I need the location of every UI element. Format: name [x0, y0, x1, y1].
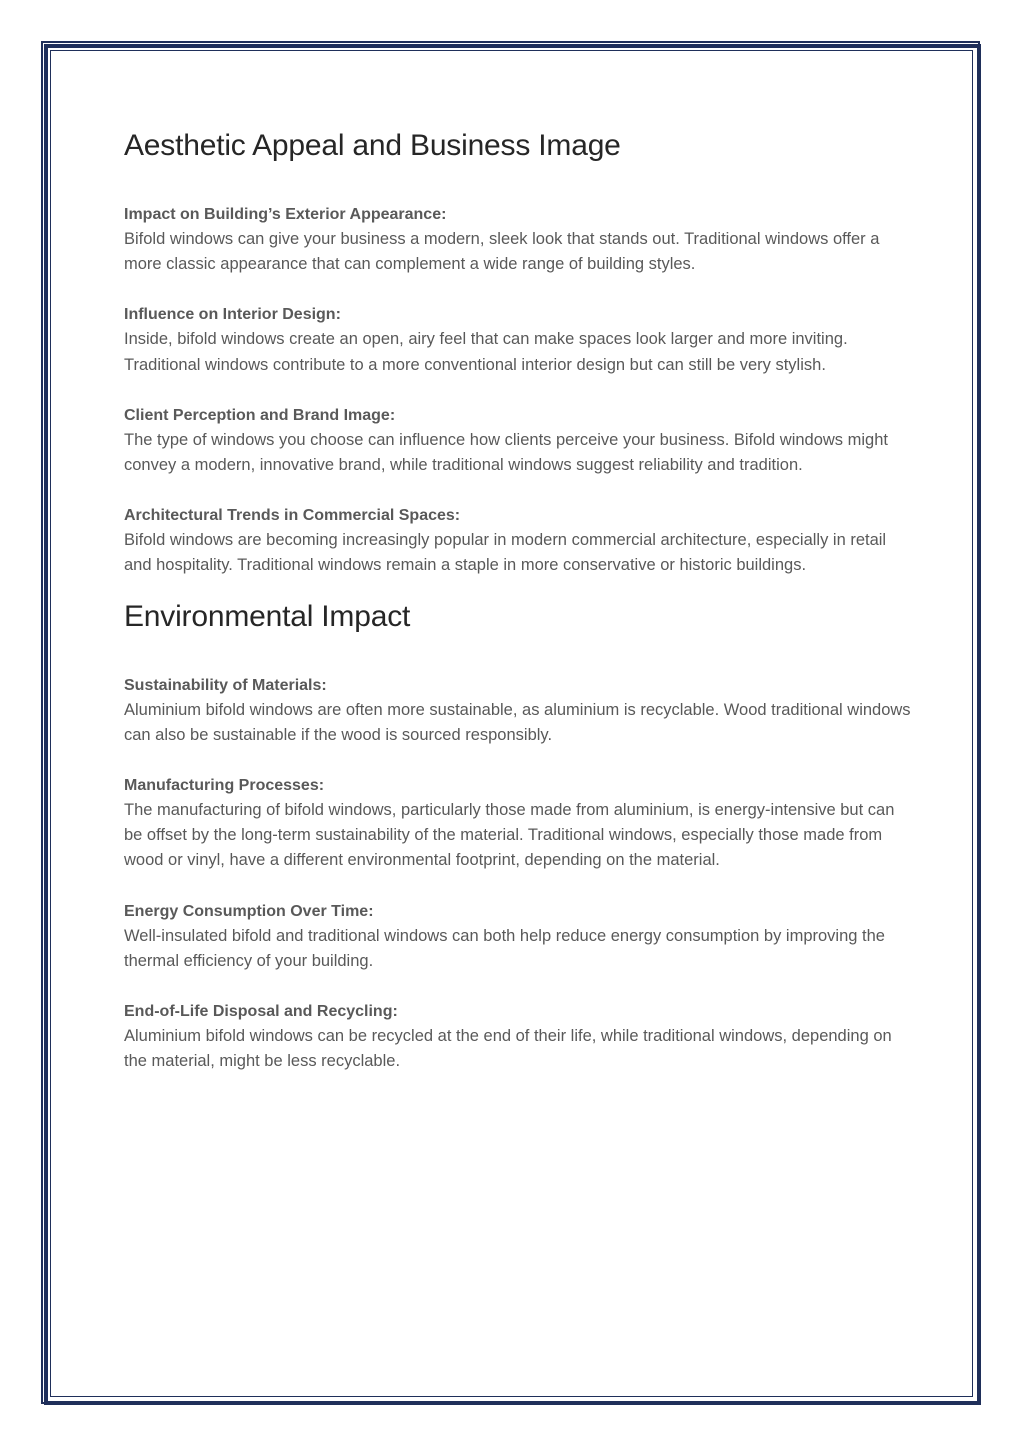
section-heading: Aesthetic Appeal and Business Image — [124, 129, 621, 162]
subsection-body: Well-insulated bifold and traditional windows can both help reduce energy consumption by improving the thermal efficiency of your building. — [124, 926, 885, 970]
document-content — [124, 120, 914, 1099]
subsection-end-of-life — [124, 999, 914, 1074]
section-aesthetic-appeal — [124, 126, 914, 579]
subsection-interior-design — [124, 302, 914, 377]
subsection-sustainability — [124, 673, 914, 748]
subsection-body: Aluminium bifold windows are often more sustainable, as aluminium is recyclable. Wood traditional windows can also be sustainable if the wood is sourced responsibly. — [124, 700, 911, 744]
subsection-client-perception — [124, 403, 914, 478]
subsection-title: Energy Consumption Over Time: — [124, 902, 374, 920]
subsection-title: Manufacturing Processes: — [124, 777, 325, 795]
subsection-body: The manufacturing of bifold windows, particularly those made from aluminium, is energy-intensive but can be offset by the long-term sustainability of the material. Traditional windows, especially those made from wood or vinyl, have a different environmental footprint, depending on the material. — [124, 801, 895, 870]
subsection-energy-consumption — [124, 899, 914, 974]
subsection-title: Architectural Trends in Commercial Spaces: — [124, 507, 461, 525]
subsection-body: Inside, bifold windows create an open, airy feel that can make spaces look larger and more inviting. Traditional windows contribute to a more conventional interior design but can still be very stylish. — [124, 330, 848, 374]
subsection-title: Influence on Interior Design: — [124, 306, 341, 324]
subsection-title: Impact on Building’s Exterior Appearance: — [124, 206, 447, 223]
section-heading: Environmental Impact — [124, 599, 411, 633]
subsection-exterior-appearance — [124, 202, 914, 277]
section-environmental-impact — [124, 597, 914, 1075]
subsection-manufacturing — [124, 773, 914, 874]
subsection-body: Aluminium bifold windows can be recycled at the end of their life, while traditional windows, depending on the material, might be less recyclable. — [124, 1027, 892, 1071]
subsection-title: Client Perception and Brand Image: — [124, 406, 396, 424]
subsection-architectural-trends — [124, 503, 914, 578]
subsection-body: The type of windows you choose can influence how clients perceive your business. Bifold windows might convey a modern, innovative brand, while traditional windows suggest reliability and tradition. — [124, 430, 888, 475]
subsection-body: Bifold windows can give your business a modern, sleek look that stands out. Traditional windows offer a more classic appearance that can complement a wide range of building styles. — [124, 230, 880, 274]
subsection-title: Sustainability of Materials: — [124, 676, 327, 694]
subsection-body: Bifold windows are becoming increasingly popular in modern commercial architecture, especially in retail and hospitality. Traditional windows remain a staple in more conservative or historic buildings. — [124, 531, 887, 575]
subsection-title: End-of-Life Disposal and Recycling: — [124, 1003, 398, 1021]
